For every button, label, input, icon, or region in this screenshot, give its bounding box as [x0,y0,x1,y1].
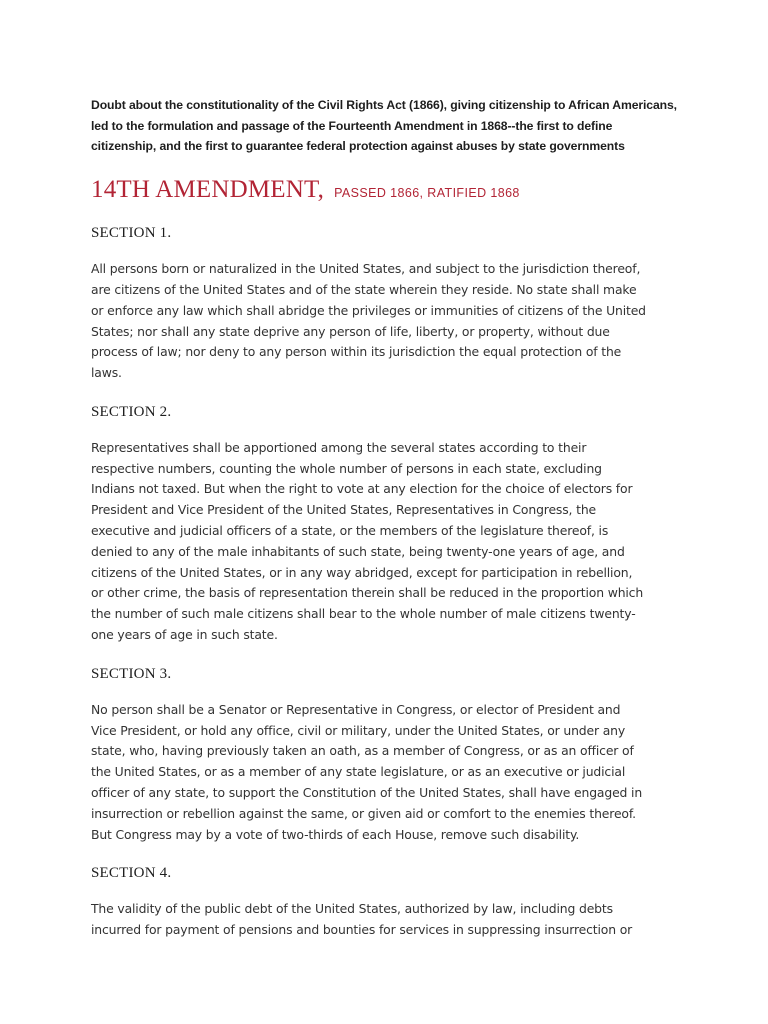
intro-line: led to the formulation and passage of the Fourteenth Amendment in 1868--the first to define [91,118,613,133]
body-line: States; nor shall any state deprive any person of life, liberty, or property, without due [91,323,610,339]
section-2-body [91,438,681,646]
body-line: officer of any state, to support the Constitution of the United States, shall have engaged in [91,785,643,801]
body-line: But Congress may by a vote of two-thirds of each House, remove such disability. [91,826,580,842]
body-line: The validity of the public debt of the United States, authorized by law, including debts [91,901,613,917]
body-line: the United States, or as a member of any state legislature, or as an executive or judicial [91,764,626,780]
intro-paragraph [91,95,681,157]
body-line: Representatives shall be apportioned among the several states according to their [91,439,587,455]
body-line: one years of age in such state. [91,627,278,643]
body-line: President and Vice President of the United States, Representatives in Congress, the [91,502,596,518]
body-line: state, who, having previously taken an oath, as a member of Congress, or as an officer of [91,743,634,759]
body-line: No person shall be a Senator or Representative in Congress, or elector of President and [91,701,621,717]
section-1-body [91,259,681,384]
document-page [91,95,681,957]
body-line: the number of such male citizens shall bear to the whole number of male citizens twenty- [91,606,636,622]
intro-line: Doubt about the constitutionality of the Civil Rights Act (1866), giving citizenship to African Americans, [91,98,677,112]
body-line: or enforce any law which shall abridge the privileges or immunities of citizens of the United [91,302,646,318]
body-line: process of law; nor deny to any person within its jurisdiction the equal protection of the [91,344,622,360]
body-line: All persons born or naturalized in the United States, and subject to the jurisdiction thereof, [91,261,641,277]
body-line: denied to any of the male inhabitants of such state, being twenty-one years of age, and [91,543,625,559]
body-line: executive and judicial officers of a state, or the members of the legislature thereof, is [91,523,609,539]
document-title [91,166,681,213]
body-line: Indians not taxed. But when the right to vote at any election for the choice of electors for [91,481,633,497]
body-line: Vice President, or hold any office, civil or military, under the United States, or under any [91,722,626,738]
intro-line: citizenship, and the first to guarantee federal protection against abuses by state governments [91,139,625,154]
body-line: are citizens of the United States and of the state wherein they reside. No state shall make [91,281,637,297]
section-3-heading: SECTION 3. [91,665,172,682]
title-main: 14TH AMENDMENT, [91,176,325,204]
body-line: respective numbers, counting the whole number of persons in each state, excluding [91,460,602,476]
section-4-body [91,899,681,941]
body-line: citizens of the United States, or in any way abridged, except for participation in rebellion, [91,564,633,580]
body-line: laws. [91,365,122,381]
body-line: incurred for payment of pensions and bounties for services in suppressing insurrection or [91,922,633,938]
section-1-heading: SECTION 1. [91,225,172,242]
title-subtitle: PASSED 1866, RATIFIED 1868 [334,186,520,201]
section-3-body [91,700,681,846]
section-4-heading: SECTION 4. [91,865,172,882]
section-2-heading: SECTION 2. [91,403,172,420]
body-line: insurrection or rebellion against the same, or given aid or comfort to the enemies thereof. [91,805,636,821]
body-line: or other crime, the basis of representation therein shall be reduced in the proportion which [91,585,644,601]
